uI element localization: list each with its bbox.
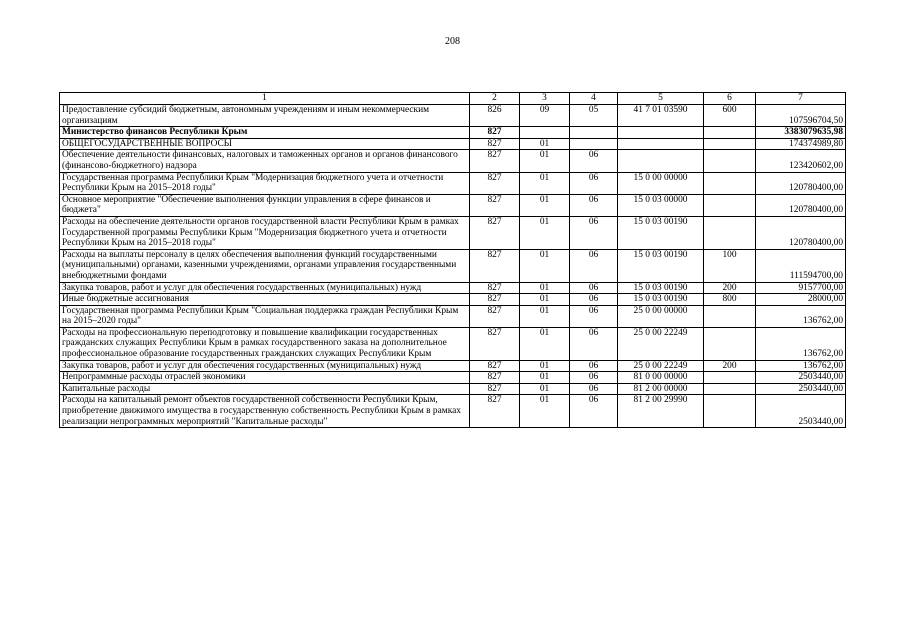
row-amount-cell: 136762,00 [756,327,846,360]
row-name-cell: Основное мероприятие "Обеспечение выполнения функции управления в сфере финансов и бюджета" [60,194,470,216]
table-row [60,305,846,327]
row-org-code-cell: 827 [470,372,520,384]
row-org-code-cell: 827 [470,360,520,372]
row-subsection-cell: 06 [570,327,618,360]
row-name-cell: Предоставление субсидий бюджетным, автономным учреждениям и иным некоммерческим организациям [60,105,470,127]
row-section-cell: 01 [520,282,570,294]
row-target-article-cell: 81 2 00 29990 [618,395,704,428]
row-target-article-cell: 25 0 00 00000 [618,305,704,327]
header-cell: 4 [570,93,618,105]
row-name-cell: Иные бюджетные ассигнования [60,294,470,306]
table-row [60,172,846,194]
row-org-code-cell: 827 [470,294,520,306]
page-number: 208 [445,36,460,47]
row-subsection-cell: 06 [570,372,618,384]
row-amount-cell: 123420602,00 [756,150,846,172]
row-subsection-cell: 06 [570,360,618,372]
row-section-cell: 01 [520,327,570,360]
row-section-cell: 01 [520,383,570,395]
row-subsection-cell: 06 [570,395,618,428]
row-section-cell: 01 [520,150,570,172]
row-amount-cell: 136762,00 [756,360,846,372]
row-section-cell: 01 [520,395,570,428]
row-name-cell: Непрограммные расходы отраслей экономики [60,372,470,384]
row-expense-type-cell: 200 [704,360,756,372]
row-amount-cell: 9157700,00 [756,282,846,294]
table-row [60,138,846,150]
row-name-cell: ОБЩЕГОСУДАРСТВЕННЫЕ ВОПРОСЫ [60,138,470,150]
row-expense-type-cell [704,194,756,216]
row-target-article-cell [618,138,704,150]
row-amount-cell: 120780400,00 [756,194,846,216]
row-org-code-cell: 827 [470,138,520,150]
row-name-cell: Расходы на выплаты персоналу в целях обеспечения выполнения функций государственными (муниципальными) органами, казенными учреждениями, органами управления государственными внебюджетными фондами [60,249,470,282]
table-row [60,127,846,139]
row-name-cell: Государственная программа Республики Крым "Социальная поддержка граждан Республики Крым на 2015–2020 годы" [60,305,470,327]
row-org-code-cell: 827 [470,282,520,294]
row-name-cell: Расходы на обеспечение деятельности органов государственной власти Республики Крым в рамках Государственной программы Республики Крым "Модернизация бюджетного учета и отчетности Республики Крым на 2015–2018 годы" [60,216,470,249]
row-subsection-cell: 06 [570,305,618,327]
row-expense-type-cell [704,305,756,327]
row-subsection-cell: 05 [570,105,618,127]
header-cell: 1 [60,93,470,105]
row-target-article-cell: 25 0 00 22249 [618,327,704,360]
row-expense-type-cell [704,216,756,249]
row-amount-cell: 28000,00 [756,294,846,306]
row-subsection-cell: 06 [570,216,618,249]
row-subsection-cell: 06 [570,383,618,395]
table-row [60,282,846,294]
row-expense-type-cell [704,383,756,395]
row-org-code-cell: 826 [470,105,520,127]
row-org-code-cell: 827 [470,305,520,327]
table-row [60,395,846,428]
row-expense-type-cell [704,327,756,360]
row-subsection-cell: 06 [570,194,618,216]
row-amount-cell: 120780400,00 [756,172,846,194]
row-expense-type-cell [704,395,756,428]
row-section-cell: 01 [520,305,570,327]
row-section-cell: 01 [520,372,570,384]
header-cell: 3 [520,93,570,105]
row-expense-type-cell: 200 [704,282,756,294]
row-org-code-cell: 827 [470,127,520,139]
row-section-cell: 09 [520,105,570,127]
row-amount-cell: 174374989,80 [756,138,846,150]
row-name-cell: Закупка товаров, работ и услуг для обеспечения государственных (муниципальных) нужд [60,360,470,372]
row-section-cell: 01 [520,138,570,150]
row-name-cell: Министерство финансов Республики Крым [60,127,470,139]
row-section-cell: 01 [520,216,570,249]
row-amount-cell: 2503440,00 [756,395,846,428]
row-section-cell: 01 [520,294,570,306]
row-subsection-cell: 06 [570,150,618,172]
row-target-article-cell: 41 7 01 03590 [618,105,704,127]
row-name-cell: Расходы на капитальный ремонт объектов государственной собственности Республики Крым, приобретение движимого имущества в государственную собственность Республики Крым в рамках реализации непрограммных мероприятий "Капитальные расходы" [60,395,470,428]
row-expense-type-cell [704,150,756,172]
row-section-cell: 01 [520,360,570,372]
row-amount-cell: 120780400,00 [756,216,846,249]
row-section-cell [520,127,570,139]
row-name-cell: Расходы на профессиональную переподготовку и повышение квалификации государственных гражданских служащих Республики Крым в рамках государственного заказа на дополнительное профессиональное образование государственных гражданских служащих Республики Крым [60,327,470,360]
row-expense-type-cell: 600 [704,105,756,127]
row-target-article-cell: 15 0 03 00000 [618,194,704,216]
row-amount-cell: 107596704,50 [756,105,846,127]
row-name-cell: Капитальные расходы [60,383,470,395]
table-row [60,150,846,172]
table-row [60,294,846,306]
row-section-cell: 01 [520,249,570,282]
row-name-cell: Государственная программа Республики Крым "Модернизация бюджетного учета и отчетности Республики Крым на 2015–2018 годы" [60,172,470,194]
header-cell: 5 [618,93,704,105]
table-row [60,327,846,360]
row-name-cell: Обеспечение деятельности финансовых, налоговых и таможенных органов и органов финансового (финансово-бюджетного) надзора [60,150,470,172]
row-expense-type-cell: 800 [704,294,756,306]
row-expense-type-cell [704,372,756,384]
row-amount-cell: 111594700,00 [756,249,846,282]
row-expense-type-cell [704,127,756,139]
row-target-article-cell: 81 0 00 00000 [618,372,704,384]
row-target-article-cell: 15 0 03 00190 [618,294,704,306]
row-expense-type-cell [704,138,756,150]
table-row [60,105,846,127]
row-target-article-cell [618,150,704,172]
row-org-code-cell: 827 [470,150,520,172]
header-cell: 6 [704,93,756,105]
table-row [60,383,846,395]
table-header-row [60,93,846,105]
row-amount-cell: 136762,00 [756,305,846,327]
table-row [60,372,846,384]
table-row [60,360,846,372]
row-target-article-cell: 15 0 03 00190 [618,282,704,294]
budget-table [59,92,846,428]
table-row [60,216,846,249]
row-org-code-cell: 827 [470,216,520,249]
row-org-code-cell: 827 [470,194,520,216]
header-cell: 7 [756,93,846,105]
row-subsection-cell: 06 [570,294,618,306]
table-row [60,249,846,282]
row-target-article-cell [618,127,704,139]
table-row [60,194,846,216]
row-org-code-cell: 827 [470,383,520,395]
row-target-article-cell: 81 2 00 00000 [618,383,704,395]
row-target-article-cell: 15 0 00 00000 [618,172,704,194]
row-org-code-cell: 827 [470,395,520,428]
row-target-article-cell: 15 0 03 00190 [618,216,704,249]
row-subsection-cell: 06 [570,282,618,294]
row-target-article-cell: 25 0 00 22249 [618,360,704,372]
row-section-cell: 01 [520,172,570,194]
row-target-article-cell: 15 0 03 00190 [618,249,704,282]
row-expense-type-cell [704,172,756,194]
row-amount-cell: 3383079635,98 [756,127,846,139]
row-amount-cell: 2503440,00 [756,372,846,384]
row-subsection-cell [570,127,618,139]
row-org-code-cell: 827 [470,249,520,282]
row-amount-cell: 2503440,00 [756,383,846,395]
header-cell: 2 [470,93,520,105]
row-subsection-cell: 06 [570,172,618,194]
row-org-code-cell: 827 [470,172,520,194]
row-name-cell: Закупка товаров, работ и услуг для обеспечения государственных (муниципальных) нужд [60,282,470,294]
row-section-cell: 01 [520,194,570,216]
row-expense-type-cell: 100 [704,249,756,282]
row-subsection-cell [570,138,618,150]
row-subsection-cell: 06 [570,249,618,282]
row-org-code-cell: 827 [470,327,520,360]
